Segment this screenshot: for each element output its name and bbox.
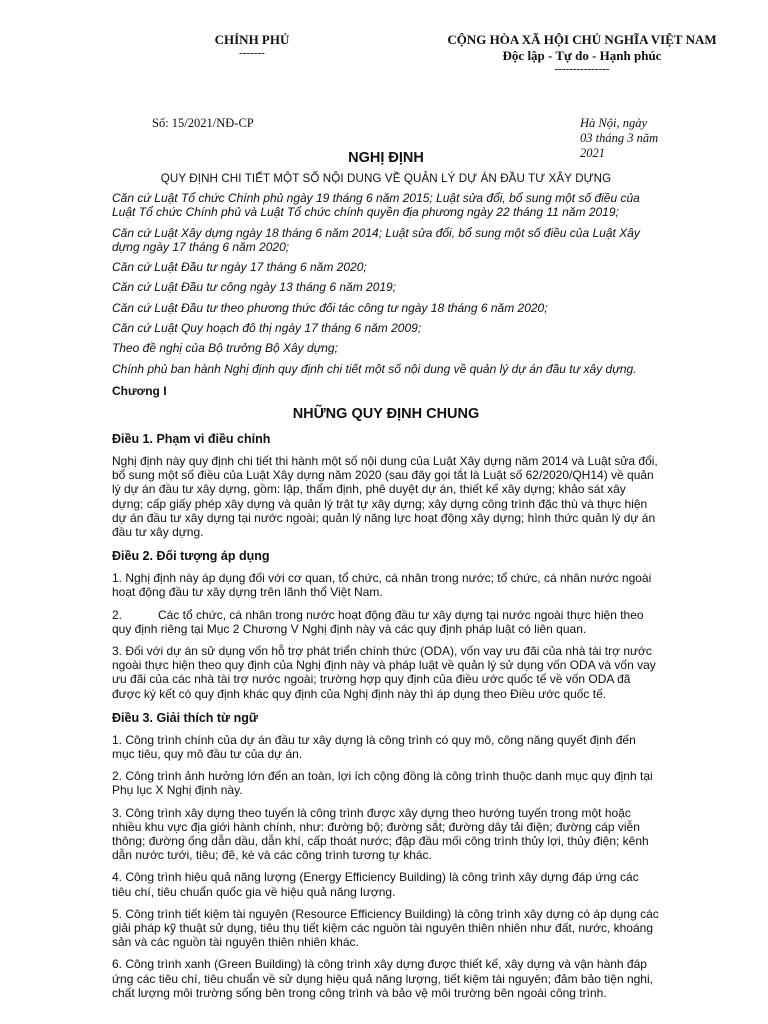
article-3-clause-2: 2. Công trình ảnh hưởng lớn đến an toàn, lợi ích cộng đồng là công trình thuộc danh mục quy định tại Phụ lục X Nghị định này.: [112, 769, 653, 798]
article-1-paragraph: Nghị định này quy định chi tiết thi hành một số nội dung của Luật Xây dựng năm 2014 và Luật sửa đổi, bổ sung một số điều của Luật Xây dựng năm 2020 (sau đây gọi tắt là Luật số 62/2020/QH14) về quản lý dự án đầu tư xây dựng, gồm: lập, thẩm định, phê duyệt dự án, thiết kế xây dựng; khảo sát xây dựng; cấp giấy phép xây dựng và quản lý trật tự xây dựng; xây dựng công trình đặc thù và thực hiện dự án đầu tư xây dựng tại nước ngoài; quản lý năng lực hoạt động xây dựng; hình thức quản lý dự án đầu tư xây dựng.: [112, 453, 658, 539]
issuer-name: CHÍNH PHỦ: [214, 32, 290, 47]
article-1-title: Điều 1. Phạm vi điều chỉnh: [112, 431, 271, 446]
preamble: [112, 191, 660, 376]
issuer-divider: -------: [239, 47, 265, 59]
article-2-clause-1: 1. Nghị định này áp dụng đối với cơ quan, tổ chức, cá nhân trong nước; tổ chức, cá nhân nước ngoài hoạt động đầu tư xây dựng trên lãnh thổ Việt Nam.: [112, 571, 652, 600]
preamble-line: Chính phủ ban hành Nghị định quy định chi tiết một số nội dung về quản lý dự án đầu tư xây dựng.: [112, 361, 637, 376]
national-title-block: [392, 32, 768, 75]
article-2-clause-3: 3. Đối với dự án sử dụng vốn hỗ trợ phát triển chính thức (ODA), vốn vay ưu đãi của nhà tài trợ nước ngoài thực hiện theo quy định của Nghị định này và pháp luật về quản lý sử dụng vốn ODA và vốn vay ưu đãi của các nhà tài trợ nước ngoài; trường hợp quy định của điều ước quốc tế về vốn ODA đã được ký kết có quy định khác quy định của Nghị định này thì áp dụng theo Điều ước quốc tế.: [112, 644, 656, 701]
preamble-line: Căn cứ Luật Quy hoạch đô thị ngày 17 tháng 6 năm 2009;: [112, 321, 422, 336]
national-motto: Độc lập - Tự do - Hạnh phúc: [502, 48, 662, 63]
preamble-line: Căn cứ Luật Đầu tư theo phương thức đối tác công tư ngày 18 tháng 6 năm 2020;: [112, 300, 548, 315]
clause-number: 2.: [112, 607, 123, 622]
article-3-clause-4: 4. Công trình hiệu quả năng lượng (Energy Efficiency Building) là công trình xây dựng đáp ứng các tiêu chí, tiêu chuẩn quốc gia về hiệu quả năng lượng.: [112, 870, 639, 899]
article-2-title: Điều 2. Đối tượng áp dụng: [112, 549, 270, 564]
motto-divider: ---------------: [554, 63, 610, 75]
clause-text: Các tổ chức, cá nhân trong nước hoạt động đầu tư xây dựng tại nước ngoài thực hiện theo quy định riêng tại Mục 2 Chương V Nghị định này và các quy định pháp luật có liên quan.: [112, 607, 644, 636]
chapter-label: Chương I: [112, 383, 167, 398]
article-3-clause-1: 1. Công trình chính của dự án đầu tư xây dựng là công trình có quy mô, công năng quyết định đến mục tiêu, quy mô đầu tư của dự án.: [112, 732, 636, 762]
preamble-line: Theo đề nghị của Bộ trưởng Bộ Xây dựng;: [112, 341, 338, 356]
chapter-title: NHỮNG QUY ĐỊNH CHUNG: [292, 405, 480, 422]
preamble-line: Căn cứ Luật Đầu tư ngày 17 tháng 6 năm 2020;: [112, 260, 367, 275]
document-number: Số: 15/2021/NĐ-CP: [152, 116, 254, 130]
article-3-clause-5: 5. Công trình tiết kiệm tài nguyên (Resource Efficiency Building) là công trình xây dựng có áp dụng các giải pháp kỹ thuật sử dụng, tiêu thụ tiết kiệm các nguồn tài nguyên thiên nhiên như đất, nước, khoáng sản và các nguồn tài nguyên thiên nhiên khác.: [112, 906, 659, 950]
article-3-title: Điều 3. Giải thích từ ngữ: [112, 710, 258, 725]
article-2-clause-2: [112, 608, 660, 636]
national-title: CỘNG HÒA XÃ HỘI CHỦ NGHĨA VIỆT NAM: [447, 32, 717, 47]
document-header: [112, 0, 717, 110]
preamble-line: Căn cứ Luật Đầu tư công ngày 13 tháng 6 năm 2019;: [112, 280, 397, 295]
document-date: Hà Nội, ngày 03 tháng 3 năm 2021: [580, 116, 659, 160]
article-3-clause-3: 3. Công trình xây dựng theo tuyến là công trình được xây dựng theo hướng tuyến trong một hoặc nhiều khu vực địa giới hành chính, như: đường bộ; đường sắt; đường dây tải điện; đường cáp viễn thông; đường ống dẫn dầu, dẫn khí, cấp thoát nước; đập đầu mối công trình thủy lợi, thủy điện; kênh dẫn nước tưới, tiêu; đê, kè và các công trình tương tự khác.: [112, 805, 649, 863]
preamble-line: Căn cứ Luật Tổ chức Chính phủ ngày 19 tháng 6 năm 2015; Luật sửa đổi, bổ sung một số điều của Luật Tổ chức Chính phủ và Luật Tổ chức chính quyền địa phương ngày 22 tháng 11 năm 2019;: [112, 191, 640, 220]
preamble-line: Căn cứ Luật Xây dựng ngày 18 tháng 6 năm 2014; Luật sửa đổi, bổ sung một số điều của Luật Xây dựng ngày 17 tháng 6 năm 2020;: [112, 225, 640, 254]
article-3-clause-6: 6. Công trình xanh (Green Building) là công trình xây dựng được thiết kế, xây dựng và vận hành đáp ứng các tiêu chí, tiêu chuẩn về sử dụng hiệu quả năng lượng, tiết kiệm tài nguyên; đảm bảo tiện nghi, chất lượng môi trường sống bên trong công trình và bảo vệ môi trường bên ngoài công trình.: [112, 957, 653, 1000]
document-subtitle: QUY ĐỊNH CHI TIẾT MỘT SỐ NỘI DUNG VỀ QUẢN LÝ DỰ ÁN ĐẦU TƯ XÂY DỰNG: [160, 172, 612, 185]
document-type: NGHỊ ĐỊNH: [348, 150, 424, 166]
issuer-block: [162, 32, 342, 59]
